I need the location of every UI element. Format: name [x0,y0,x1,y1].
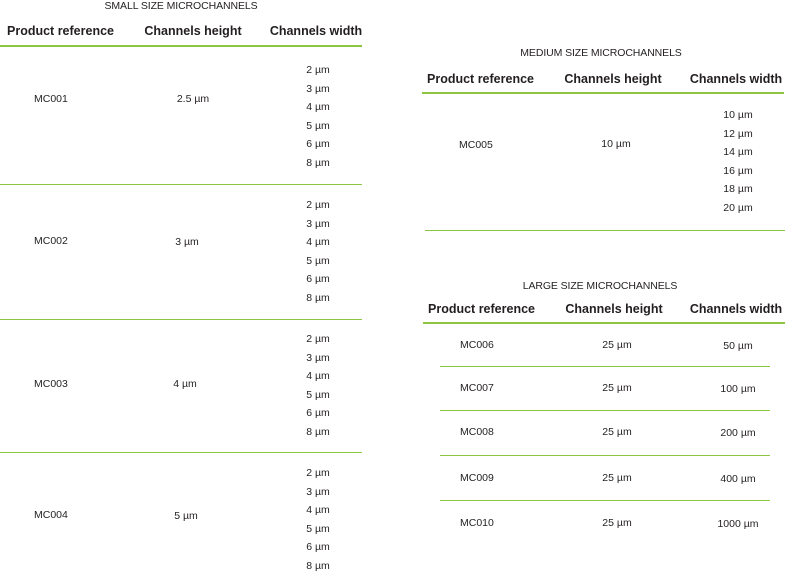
row-divider [0,184,362,185]
row-divider [440,410,770,411]
large-header-channels-height: Channels height [565,302,663,316]
channel-width: 2 µm [306,333,330,345]
channel-width: 8 µm [306,291,330,304]
channel-width: 200 µm [720,427,756,439]
channel-height: 10 µm [601,138,631,150]
channel-width: 2 µm [306,467,330,479]
channel-width: 2 µm [306,199,330,211]
channel-width: 8 µm [306,425,330,438]
channel-width: 5 µm [306,388,330,401]
medium-header-channels-height: Channels height [564,72,662,86]
product-reference: MC008 [460,426,494,438]
row-divider [425,230,785,231]
channel-width: 4 µm [306,504,330,517]
channel-height: 25 µm [602,472,632,484]
channel-width: 16 µm [723,164,753,177]
channel-width: 5 µm [306,522,330,535]
large-header-channels-width: Channels width [689,302,783,316]
channel-widths-list [306,196,330,308]
row-divider [440,455,770,456]
product-reference: MC001 [34,93,68,105]
channel-widths-list [306,330,330,442]
channel-height: 2.5 µm [176,93,210,105]
channel-width: 6 µm [306,138,330,151]
channel-widths-list [723,106,752,218]
channel-width: 3 µm [306,351,330,364]
channel-width: 10 µm [723,109,753,121]
medium-table-title: MEDIUM SIZE MICROCHANNELS [520,47,682,59]
product-reference: MC010 [460,517,494,529]
channel-width: 4 µm [306,236,330,249]
row-divider [0,319,362,320]
channel-width: 8 µm [306,156,330,169]
channel-width: 20 µm [723,201,753,214]
channel-width: 5 µm [306,119,330,132]
channel-width: 12 µm [723,127,753,140]
row-divider [0,452,362,453]
channel-width: 3 µm [306,82,330,95]
large-table-title: LARGE SIZE MICROCHANNELS [522,280,678,292]
channel-height: 4 µm [173,378,197,390]
product-reference: MC006 [460,339,494,351]
product-reference: MC007 [460,382,494,394]
small-header-product-reference: Product reference [7,24,114,38]
medium-header-channels-width: Channels width [689,72,783,86]
row-divider [440,500,770,501]
product-reference: MC003 [34,378,68,390]
channel-width: 3 µm [306,485,330,498]
small-table-title: SMALL SIZE MICROCHANNELS [104,0,258,12]
channel-width: 1000 µm [717,518,759,530]
channel-width: 5 µm [306,254,330,267]
channel-height: 25 µm [602,382,632,394]
small-header-channels-height: Channels height [144,24,242,38]
large-header-rule [423,322,785,324]
channel-width: 3 µm [306,217,330,230]
channel-width: 4 µm [306,101,330,114]
product-reference: MC002 [34,235,68,247]
product-reference: MC005 [459,139,493,151]
channel-width: 4 µm [306,370,330,383]
channel-width: 50 µm [723,340,753,352]
medium-header-product-reference: Product reference [427,72,534,86]
channel-width: 6 µm [306,541,330,554]
channel-height: 5 µm [174,510,198,522]
channel-width: 100 µm [720,383,756,395]
small-header-channels-width: Channels width [269,24,363,38]
medium-header-rule [422,92,784,94]
channel-width: 400 µm [720,473,756,485]
product-reference: MC004 [34,509,68,521]
channel-width: 14 µm [723,146,753,159]
product-reference: MC009 [460,472,494,484]
row-divider [440,366,770,367]
channel-width: 8 µm [306,559,330,572]
small-header-rule [0,45,362,47]
channel-width: 6 µm [306,407,330,420]
channel-height: 25 µm [602,426,632,438]
channel-height: 25 µm [602,517,632,529]
channel-width: 2 µm [306,64,330,76]
channel-widths-list [306,464,330,576]
large-header-product-reference: Product reference [428,302,535,316]
channel-widths-list [306,61,330,173]
channel-width: 6 µm [306,273,330,286]
channel-width: 18 µm [723,183,753,196]
channel-height: 25 µm [602,339,632,351]
channel-height: 3 µm [175,236,199,248]
